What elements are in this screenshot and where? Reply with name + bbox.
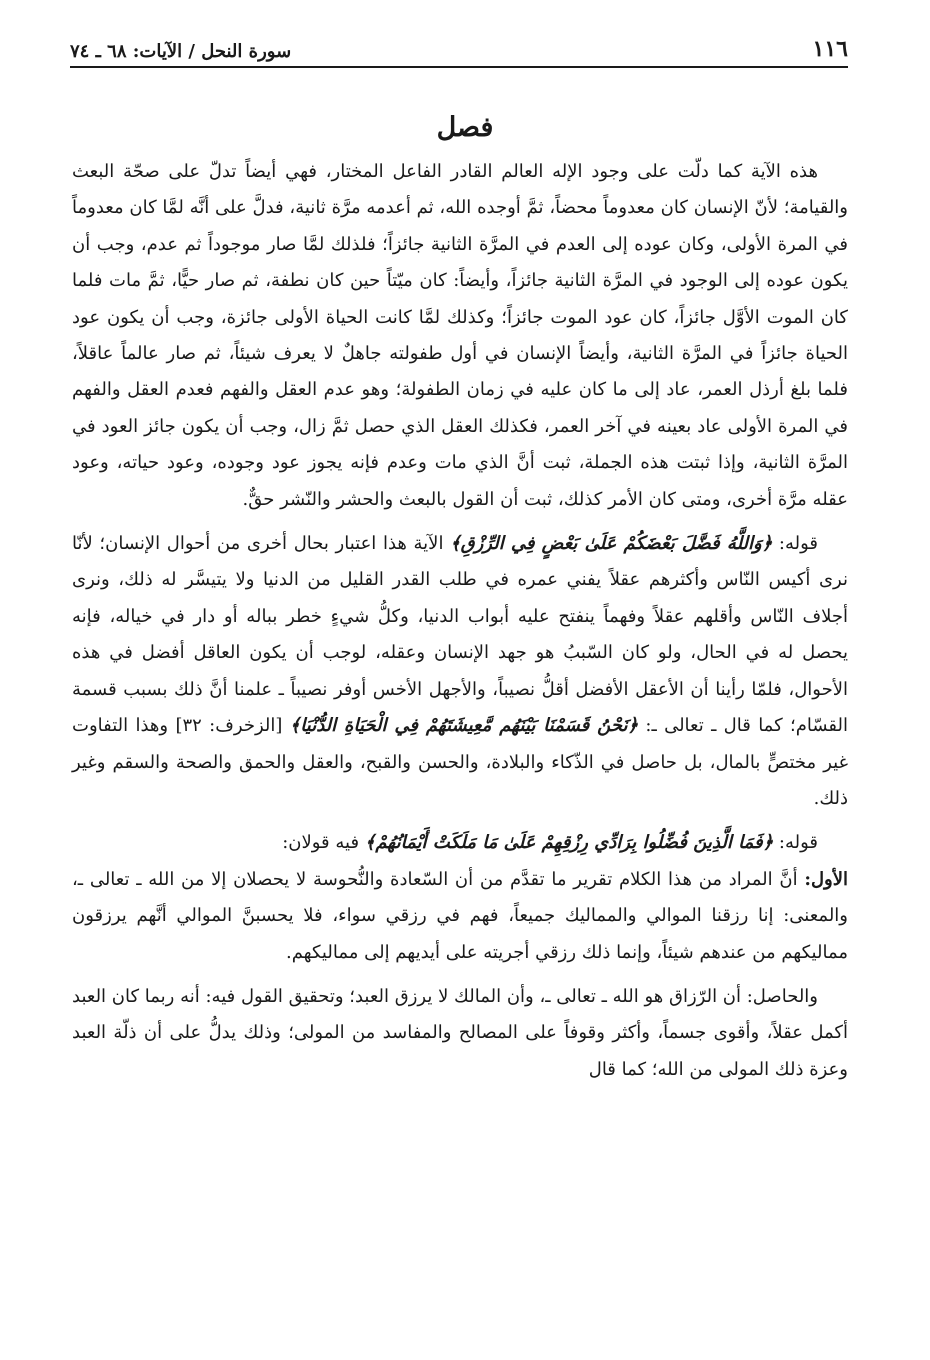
page-number: ١١٦: [812, 36, 848, 62]
paragraph-2-text: الآية هذا اعتبار بحال أخرى من أحوال الإنسان؛ لأنّا نرى أكيس النّاس وأكثرهم عقلاً يفني عمره في طلب القدر القليل من الدنيا ولا يتيسَّر له ذلك، ونرى أجلاف النّاس وأقلهم عقلاً وفهماً ينفتح عليه أبواب الدنيا، وكلُّ شيءٍ خطر بباله أو دار في خياله، فإنه يحصل له في الحال، ولو كان السّببُ هو جهد الإنسان وعقله، لوجب أن يكون العاقل أفضل في هذه الأحوال، فلمّا رأينا أن الأعقل الأفضل أقلُّ نصيباً، والأجهل الأخس أوفر نصيباً ـ علمنا أنَّ ذلك بسبب قسمة القسّام؛ كما قال ـ تعالى ـ:: [72, 533, 848, 737]
paragraph-2-intro: قوله:: [772, 533, 819, 555]
section-title: فصل: [436, 112, 494, 143]
quran-verse-2: ﴿نَحْنُ قَسَمْنَا بَيْنَهُم مَّعِيشَتَهُمْ فِي الْحَيَاةِ الدُّنْيَا﴾: [289, 715, 639, 737]
header-title: سورة النحل / الآيات: ٦٨ ـ ٧٤: [70, 41, 292, 62]
quran-verse-3: ﴿فَمَا الَّذِينَ فُضِّلُوا بِرَادِّي رِزْقِهِمْ عَلَىٰ مَا مَلَكَتْ أَيْمَانُهُمْ﴾: [364, 832, 774, 854]
paragraph-3-intro: قوله:: [773, 832, 818, 854]
first-opinion-label: الأول:: [804, 868, 848, 890]
paragraph-5: والحاصل: أن الرّزاق هو الله ـ تعالى ـ، وأن المالك لا يرزق العبد؛ وتحقيق القول فيه: أنه ربما كان العبد أكمل عقلاً، وأقوى جسماً، وأكثر وقوفاً على المصالح والمفاسد من المولى؛ وذلك يدلُّ على أن ذلّة العبد وعزة ذلك المولى من الله؛ كما قال: [72, 985, 848, 1080]
running-header: [70, 32, 848, 68]
paragraph-4-text: أنَّ المراد من هذا الكلام تقرير ما تقدَّم من أن السّعادة والنُّحوسة لا يحصلان إلا من الله ـ تعالى ـ، والمعنى: إنا رزقنا الموالي والمماليك جميعاً، فهم في رزقي سواء، فلا يحسبنَّ الموالي أنَّهم يرزقون مماليكهم من عندهم شيئاً، وإنما ذلك رزقي أجريته على أيديهم إلى مماليكهم.: [72, 868, 848, 963]
paragraph-1: هذه الآية كما دلّت على وجود الإله العالم القادر الفاعل المختار، فهي أيضاً تدلّ على صحّة البعث والقيامة؛ لأنّ الإنسان كان معدوماً محضاً، ثمَّ أوجده الله، ثم أعدمه مرَّة ثانية، فدلَّ على أنَّه لمَّا كان معدوماً في المرة الأولى، وكان عوده إلى العدم في المرَّة الثانية جائزاً؛ فلذلك لمَّا صار موجوداً ثم عدم، وجب أن يكون عوده إلى الوجود في المرَّة الثانية جائزاً، وأيضاً: كان ميّتاً حين كان نطفة، ثم صار حيًّا، ثمَّ مات فلما كان الموت الأوَّل جائزاً، كان عود الموت جائزاً؛ وكذلك لمَّا كانت الحياة الأولى جائزة، وجب أن يكون عود الحياة جائزاً في المرَّة الثانية، وأيضاً الإنسان في أول طفولته جاهلٌ لا يعرف شيئاً، ثم صار عالماً عاقلاً، فلما بلغ أرذل العمر، عاد إلى ما كان عليه في زمان الطفولة؛ وهو عدم العقل والفهم فعدم العقل والفهم في المرة الأولى عاد بعينه في آخر العمر، فكذلك العقل الذي حصل ثمَّ زال، وجب أن يكون جائز العود في المرَّة الثانية، وإذا ثبتت هذه الجملة، ثبت أنَّ الذي مات وعدم فإنه يجوز عود وجوده، وعود حياته، وعود عقله مرَّة أخرى، ومتى كان الأمر كذلك، ثبت أن القول بالبعث والحشر والنّشر حقٌّ.: [72, 161, 848, 510]
paragraph-3-text: فيه قولان:: [282, 832, 365, 854]
paragraph-3: [72, 825, 848, 861]
body-text: [72, 154, 848, 1088]
paragraph-2-text-end: [الزخرف: ٣٢] وهذا التفاوت غير مختصٍّ بالمال، بل حاصل في الذّكاء والبلادة، والحسن والقبح، والعقل والحمق والصحة والسقم وغير ذلك.: [72, 715, 848, 809]
quran-verse-1: ﴿وَاللَّهُ فَضَّلَ بَعْضَكُمْ عَلَىٰ بَعْضٍ فِي الرِّزْقِ﴾: [450, 533, 773, 555]
paragraph-4: [72, 862, 848, 971]
paragraph-2: [72, 526, 848, 817]
